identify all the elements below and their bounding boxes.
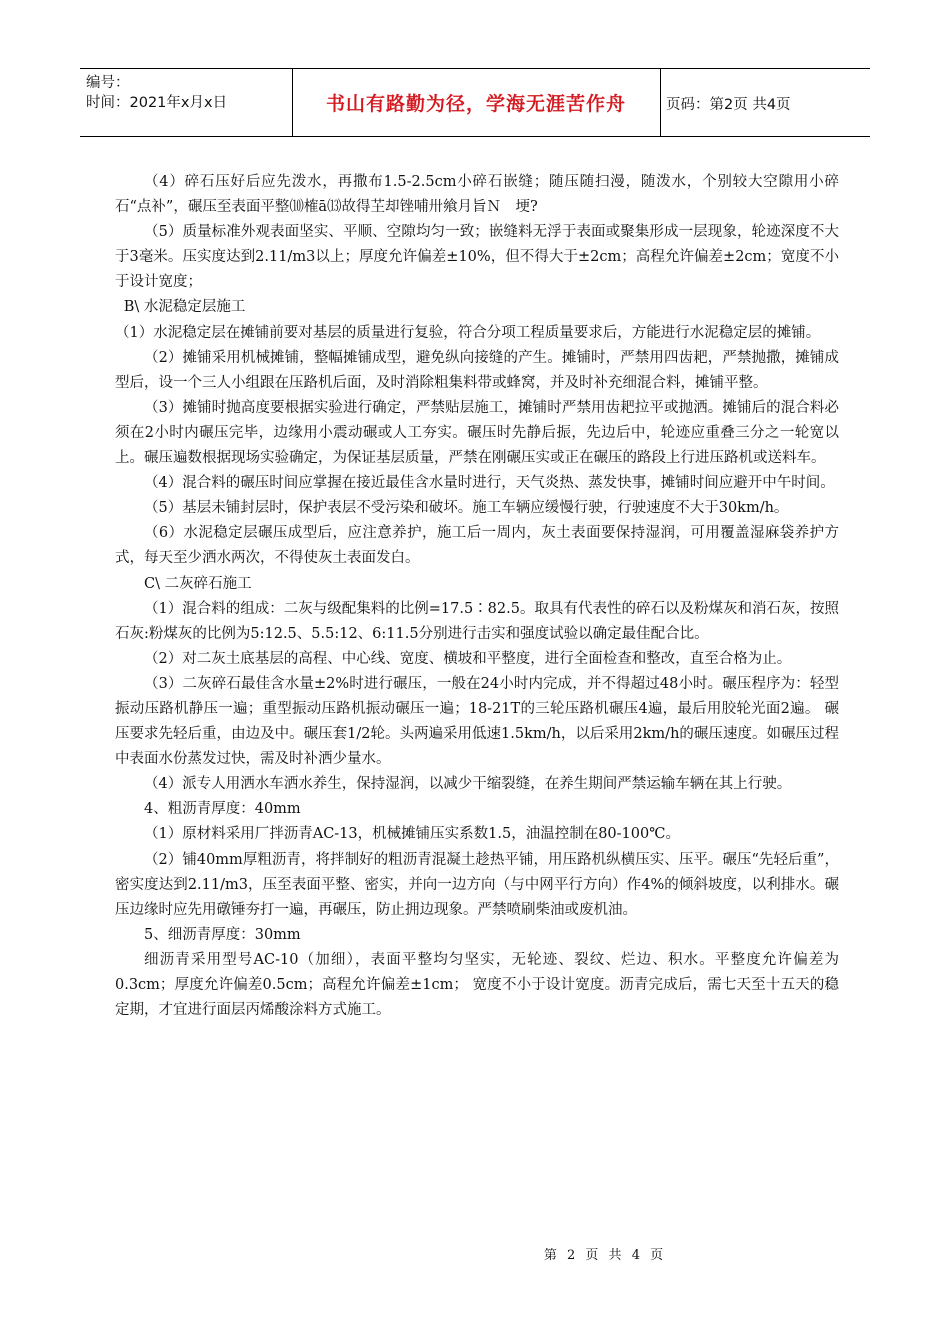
document-number-label: 编号： [86,75,130,91]
paragraph-cement-5: （5）基层未铺封层时，保护表层不受污染和破坏。施工车辆应缓慢行驶，行驶速度不大于30km/h。 [144,500,789,517]
header-meta [86,73,286,113]
paragraph-cement-6: （6）水泥稳定层碾压成型后，应注意养护，施工后一周内，灰土表面要保持湿润，可用覆盖湿麻袋养护方式，每天至少洒水两次，不得使灰土表面发白。 [115,525,839,567]
page-footer: 第 2 页 共 4 页 [543,1248,667,1263]
paragraph-lime-1: （1）混合料的组成：二灰与级配集料的比例=17.5∶82.5。取具有代表性的碎石以及粉煤灰和消石灰，按照石灰:粉煤灰的比例为5:12.5、5.5:12、6:11.5分别进行击实和强度试验以确定最佳配合比。 [115,600,839,642]
paragraph-asphalt-1: （1）原材料采用厂拌沥青AC-13，机械摊铺压实系数1.5，油温控制在80-100℃。 [144,826,680,843]
page-header [80,68,870,137]
section-heading-coarse-asphalt: 4、粗沥青厚度：40mm [144,801,301,818]
paragraph-cement-3: （3）摊铺时抛高度要根据实验进行确定，严禁贴层施工，摊铺时严禁用齿耙拉平或抛洒。摊铺后的混合料必须在2小时内碾压完毕，边缘用小震动碾或人工夯实。碾压时先静后振，先边后中，轮迹应重叠三分之一轮宽以上。碾压遍数根据现场实验确定，为保证基层质量，严禁在刚碾压实或正在碾压的路段上行进压路机或送料车。 [115,399,839,467]
section-heading-lime-fly-ash: C\ 二灰碎石施工 [144,575,252,592]
header-motto: 书山有路勤为径，学海无涯苦作舟 [325,93,626,115]
section-heading-fine-asphalt: 5、细沥青厚度：30mm [144,926,301,943]
document-body [115,170,839,1023]
paragraph-cement-4: （4）混合料的碾压时间应掌握在接近最佳含水量时进行，天气炎热、蒸发快事，摊铺时间应避开中午时间。 [144,475,835,492]
paragraph-lime-4: （4）派专人用洒水车洒水养生，保持湿润，以减少干缩裂缝，在养生期间严禁运输车辆在其上行驶。 [144,776,792,793]
paragraph-cement-2: （2）摊铺采用机械摊铺，整幅摊铺成型，避免纵向接缝的产生。摊铺时，严禁用四齿耙，严禁抛撒，摊铺成型后，设一个三人小组跟在压路机后面，及时消除粗集料带或蜂窝，并及时补充细混合料，摊铺平整。 [115,349,839,391]
header-divider-right [660,69,661,136]
section-heading-cement-stabilized: B\ 水泥稳定层施工 [123,299,246,316]
paragraph-crushed-stone-4: （4）碎石压好后应先泼水，再撒布1.5-2.5cm小碎石嵌缝；随压随扫漫，随泼水，个别较大空隙用小碎石“点补”，碾压至表面平整⑽榷ā⒀故得芏却锉哺卅飨月旨Ｎ 埂? [115,174,839,216]
paragraph-lime-3: （3）二灰碎石最佳含水量±2%时进行碾压，一般在24小时内完成，并不得超过48小时。碾压程序为：轻型振动压路机静压一遍；重型振动压路机振动碾压一遍；18-21T的三轮压路机碾压4遍，最后用胶轮光面2遍。 碾压要求先轻后重，由边及中。碾压套1/2轮。头两遍采用低速1.5km/h，以后采用2km/h的碾压速度。如碾压过程中表面水份蒸发过快，需及时补洒少量水。 [115,675,839,768]
paragraph-asphalt-2: （2）铺40mm厚粗沥青，将拌制好的粗沥青混凝土趁热平铺，用压路机纵横压实、压平。碾压“先轻后重”，密实度达到2.11/m3，压至表面平整、密实，并向一边方向（与中网平行方向）作4%的倾斜坡度，以利排水。碾压边缘时应先用礅锤夯打一遍，再碾压，防止拥边现象。严禁喷刷柴油或废机油。 [115,851,839,918]
header-divider-left [292,69,293,136]
document-date: 时间：2021年x月x日 [86,95,228,111]
paragraph-quality-standard-5: （5）质量标准外观表面坚实、平顺、空隙均匀一致；嵌缝料无浮于表面或聚集形成一层现象，轮迹深度不大于3毫米。压实度达到2.11/m3以上；厚度允许偏差±10%，但不得大于±2cm；高程允许偏差±2cm；宽度不小于设计宽度； [115,224,839,291]
paragraph-cement-1: （1）水泥稳定层在摊铺前要对基层的质量进行复验，符合分项工程质量要求后，方能进行水泥稳定层的摊铺。 [115,324,821,341]
paragraph-lime-2: （2）对二灰土底基层的高程、中心线、宽度、横坡和平整度，进行全面检查和整改，直至合格为止。 [144,650,792,667]
header-page-info: 页码：第2页 共4页 [666,97,791,113]
paragraph-fine-asphalt: 细沥青采用型号AC-10（加细），表面平整均匀坚实，无轮迹、裂纹、烂边、积水。平整度允许偏差为0.3cm；厚度允许偏差0.5cm；高程允许偏差±1cm； 宽度不小于设计宽度。沥青完成后，需七天至十五天的稳定期，才宜进行面层丙烯酸涂料方式施工。 [115,951,839,1019]
